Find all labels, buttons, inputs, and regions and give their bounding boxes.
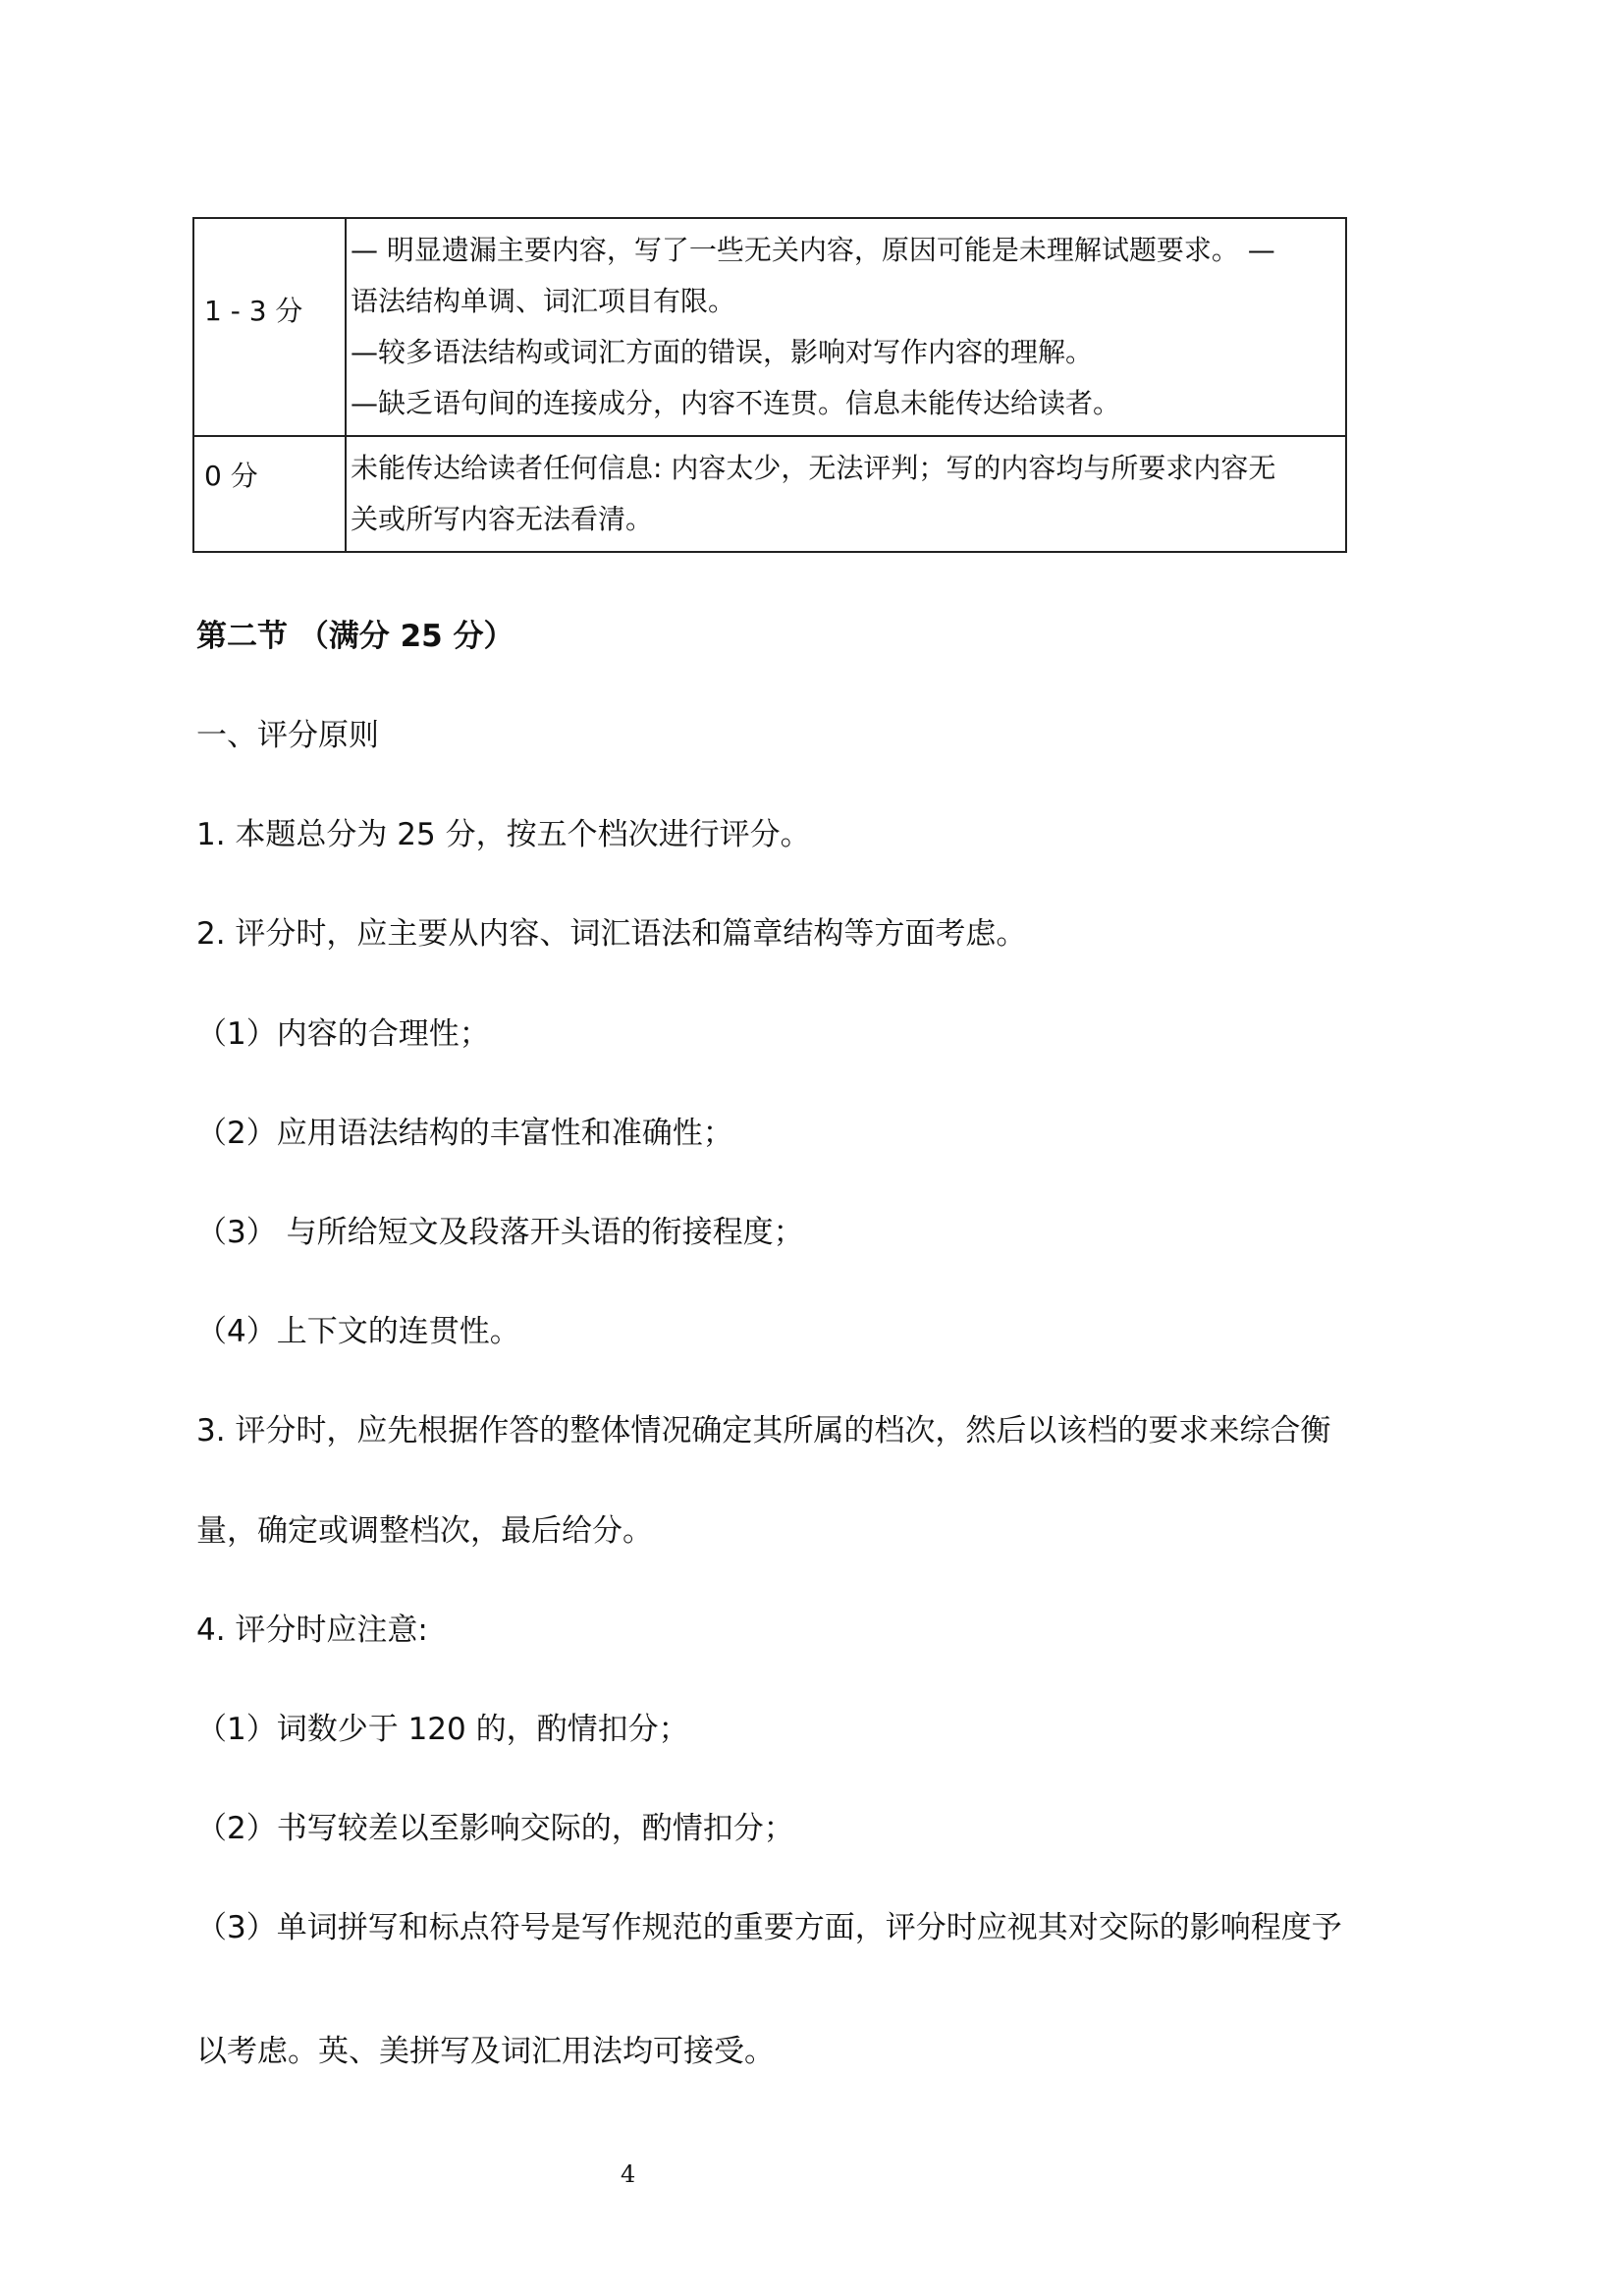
- list-item: 1. 本题总分为 25 分，按五个档次进行评分。: [196, 817, 811, 852]
- section-heading: 第二节 （满分 25 分）: [196, 619, 514, 654]
- list-item: （2）应用语法结构的丰富性和准确性；: [196, 1116, 733, 1151]
- table-row: [193, 436, 1346, 552]
- list-item: （4）上下文的连贯性。: [196, 1314, 520, 1349]
- description-line: — 明显遗漏主要内容，写了一些无关内容，原因可能是未理解试题要求。 —: [351, 234, 1275, 266]
- table-row: [193, 218, 1346, 436]
- page-number: 4: [621, 2160, 636, 2188]
- list-item: 3. 评分时，应先根据作答的整体情况确定其所属的档次，然后以该档的要求来综合衡: [196, 1413, 1331, 1449]
- list-item: 2. 评分时，应主要从内容、词汇语法和篇章结构等方面考虑。: [196, 916, 1027, 952]
- list-item: （3） 与所给短文及段落开头语的衔接程度；: [196, 1215, 804, 1250]
- section-subheading: 一、评分原则: [196, 718, 379, 753]
- description-line: —缺乏语句间的连接成分，内容不连贯。信息未能传达给读者。: [351, 387, 1121, 419]
- list-item: 量，确定或调整档次，最后给分。: [196, 1513, 653, 1549]
- description-line: 未能传达给读者任何信息: 内容太少，无法评判；写的内容均与所要求内容无: [351, 452, 1276, 484]
- description-line: 关或所写内容无法看清。: [351, 503, 654, 535]
- list-item: 4. 评分时应注意:: [196, 1613, 428, 1648]
- score-band-cell: 1 - 3 分: [193, 218, 346, 436]
- list-item: 以考虑。英、美拼写及词汇用法均可接受。: [196, 2034, 775, 2069]
- band-description-cell: [346, 436, 1346, 552]
- description-line: —较多语法结构或词汇方面的错误，影响对写作内容的理解。: [351, 336, 1094, 368]
- description-line: 语法结构单调、词汇项目有限。: [351, 285, 736, 317]
- scoring-rubric-table: [192, 217, 1347, 553]
- score-band-cell: 0 分: [193, 436, 346, 552]
- band-description-cell: [346, 218, 1346, 436]
- list-item: （2）书写较差以至影响交际的，酌情扣分；: [196, 1811, 794, 1846]
- list-item: （1）词数少于 120 的，酌情扣分；: [196, 1712, 689, 1747]
- list-item: （3）单词拼写和标点符号是写作规范的重要方面，评分时应视其对交际的影响程度予: [196, 1910, 1342, 1945]
- list-item: （1）内容的合理性；: [196, 1016, 490, 1052]
